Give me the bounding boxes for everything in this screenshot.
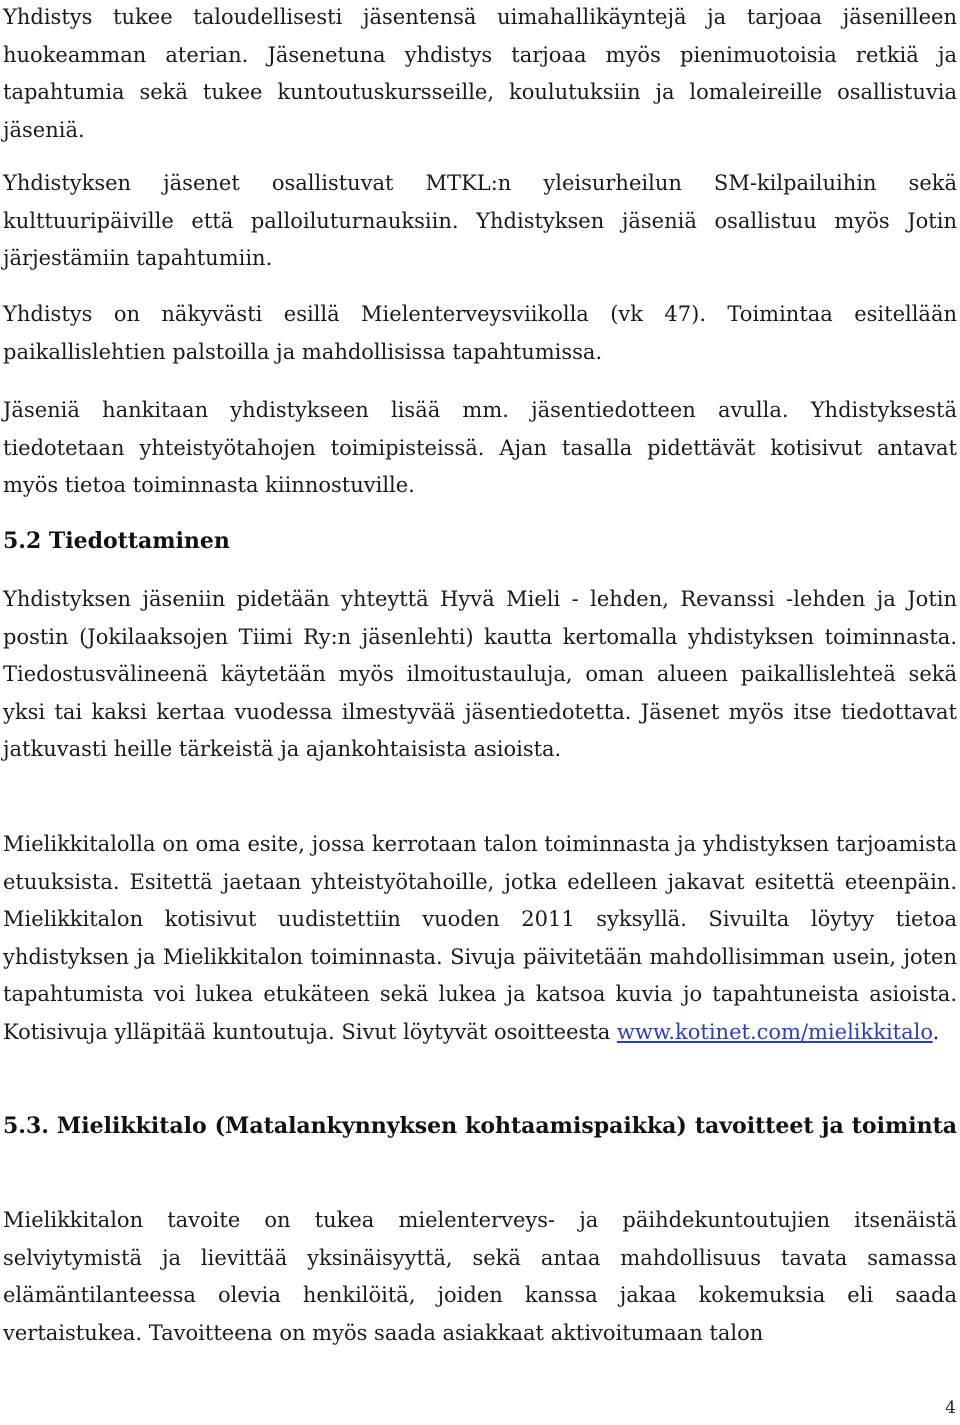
- paragraph-member-recruitment: Jäseniä hankitaan yhdistykseen lisää mm. jäsentiedotteen avulla. Yhdistyksestä tiedotetaan yhteistyötahojen toimipisteissä. Ajan tasalla pidettävät kotisivut antavat myös tietoa toiminnasta kiinnostuville.: [3, 398, 957, 497]
- website-link[interactable]: www.kotinet.com/mielikkitalo: [616, 1019, 933, 1044]
- paragraph-brochure-website: [3, 826, 957, 1051]
- brochure-text-end: .: [932, 1019, 940, 1044]
- brochure-text: Mielikkitalolla on oma esite, jossa kerrotaan talon toiminnasta ja yhdistyksen tarjoamista etuuksista. Esitettä jaetaan yhteistyötahoille, jotka edelleen jakavat esitettä eteenpäin. Mielikkitalon kotisivut uudistettiin vuoden 2011 syksyllä. Sivuilta löytyy tietoa yhdistyksen ja Mielikkitalon toiminnasta. Sivuja päivitetään mahdollisimman usein, joten tapahtumista voi lukea etukäteen sekä lukea ja katsoa kuvia jo tapahtuneista asioista. Kotisivuja ylläpitää kuntoutuja. Sivut löytyvät osoitteesta: [3, 832, 957, 1044]
- paragraph-mental-health-week: Yhdistys on näkyvästi esillä Mielenterveysviikolla (vk 47). Toimintaa esitellään paikallislehtien palstoilla ja mahdollisissa tapahtumissa.: [3, 302, 957, 364]
- paragraph-membership-benefits: Yhdistys tukee taloudellisesti jäsentensä uimahallikäyntejä ja tarjoaa jäsenilleen huokeamman aterian. Jäsenetuna yhdistys tarjoaa myös pienimuotoisia retkiä ja tapahtumia sekä tukee kuntoutuskursseille, koulutuksiin ja lomaleireille osallistuvia jäseniä.: [3, 5, 957, 142]
- page-number: 4: [945, 1398, 956, 1418]
- paragraph-communication-channels: Yhdistyksen jäseniin pidetään yhteyttä Hyvä Mieli - lehden, Revanssi -lehden ja Jotin postin (Jokilaaksojen Tiimi Ry:n jäsenlehti) kautta kertomalla yhdistyksen toiminnasta. Tiedostusvälineenä käytetään myös ilmoitustauluja, oman alueen paikallislehteä sekä yksi tai kaksi kertaa vuodessa ilmestyvää jäsentiedotetta. Jäsenet myös itse tiedottavat jatkuvasti heille tärkeistä ja ajankohtaisista asioista.: [3, 587, 957, 761]
- section-heading-goals: 5.3. Mielikkitalo (Matalankynnyksen kohtaamispaikka) tavoitteet ja toiminta: [3, 1113, 957, 1139]
- section-heading-communication: 5.2 Tiedottaminen: [3, 528, 230, 554]
- paragraph-events-participation: Yhdistyksen jäsenet osallistuvat MTKL:n yleisurheilun SM-kilpailuihin sekä kulttuuripäiville että palloiluturnauksiin. Yhdistyksen jäseniä osallistuu myös Jotin järjestämiin tapahtumiin.: [3, 171, 957, 270]
- paragraph-goals: Mielikkitalon tavoite on tukea mielenterveys- ja päihdekuntoutujien itsenäistä selviytymistä ja lievittää yksinäisyyttä, sekä antaa mahdollisuus tavata samassa elämäntilanteessa olevia henkilöitä, joiden kanssa jakaa kokemuksia eli saada vertaistukea. Tavoitteena on myös saada asiakkaat aktivoitumaan talon: [3, 1208, 957, 1345]
